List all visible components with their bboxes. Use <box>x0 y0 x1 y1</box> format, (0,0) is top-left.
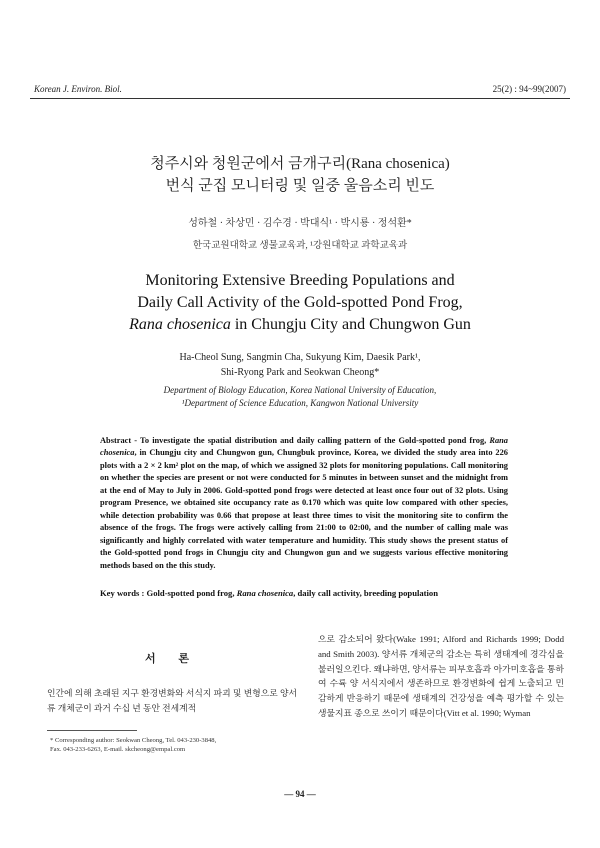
footnote-line-1: * Corresponding author: Seokwan Cheong, Tel. 043-230-3848, <box>50 737 217 744</box>
korean-affiliation: 한국교원대학교 생물교육과, ¹강원대학교 과학교육과 <box>192 241 408 251</box>
left-column <box>47 650 297 715</box>
english-authors-line-1: Ha-Cheol Sung, Sangmin Cha, Sukyung Kim, Daesik Park¹, <box>179 352 421 363</box>
english-title-line-3-rest: in Chungju City and Chungwon Gun <box>230 316 471 333</box>
english-title-line-2: Daily Call Activity of the Gold-spotted Pond Frog, <box>137 294 463 311</box>
intro-left-text: 인간에 의해 초래된 지구 환경변화와 서식지 파괴 및 변형으로 양서류 개체군이 과거 수십 년 동안 전세계적 <box>47 688 297 713</box>
english-title-line-1: Monitoring Extensive Breeding Populations and <box>145 272 455 289</box>
english-affiliation-line-1: Department of Biology Education, Korea National University of Education, <box>163 385 437 395</box>
english-authors <box>40 350 560 380</box>
korean-title-line-1: 청주시와 청원군에서 금개구리(Rana chosenica) <box>150 156 450 172</box>
volume-pages: 25(2) : 94~99(2007) <box>492 84 566 94</box>
english-title <box>40 270 560 336</box>
abstract <box>100 435 508 572</box>
english-title-line-3 <box>40 314 560 336</box>
abstract-species: Rana chosenica <box>100 436 508 458</box>
intro-right-text: 으로 감소되어 왔다(Wake 1991; Alford and Richards 1999; Dodd and Smith 2003). 양서류 개체군의 감소는 특히 생태계에 경각심을 불러일으킨다. 왜냐하면, 양서류는 피부호흡과 아가미호흡을 통하여 수륙 양 서식지에서 생존하므로 환경변화에 쉽게 노출되고 민감하게 반응하기 때문에 생태계의 건강성을 예측 평가할 수 있는 생물지표 종으로 쓰이기 때문이다(Vitt et al. 1990; Wyman <box>318 634 564 718</box>
keywords-part-2: , daily call activity, breeding population <box>293 588 438 598</box>
section-heading-introduction: 서 론 <box>144 653 199 665</box>
footnote-line-2: Fax. 043-233-6263, E-mail. skcheong@empal.com <box>50 746 186 753</box>
page-number: — 94 — <box>284 789 316 799</box>
korean-authors: 성하철 · 차상민 · 김수경 · 박대식¹ · 박시룡 · 정석환* <box>188 218 412 229</box>
korean-title-line-2: 번식 군집 모니터링 및 일중 울음소리 빈도 <box>165 178 435 194</box>
korean-title <box>40 153 560 197</box>
abstract-part-2: , in Chungju city and Chungwon gun, Chungbuk province, Korea, we divided the study area into 226 plots with a 2 × 2 km² plot on the map, of which we assigned 32 plots for monitoring populations. Call monitoring on whether the species are present or not were conducted for 5 minutes in between sunset and the midnight from at the end of May to July in 2006. Gold-spotted pond frogs were detected at least once four out of 32 plots. Using program Presence, we obtained site occupancy rate as 0.170 which was quite low compared with other species, while detection probability was 0.66 that propose at least three times to visit the monitoring site to confirm the absence of the frogs. The frogs were actively calling from 21:00 to 02:00, and the number of calling male was significantly and highly correlated with water temperature and humidity. This study shows the present status of the Gold-spotted pond frogs in Chungju city and Chungwon gun and we suggests various effective monitoring methods based on the this study. <box>100 448 508 570</box>
abstract-part-1: Abstract - To investigate the spatial distribution and daily calling pattern of the Gold-spotted pond frog, <box>100 436 490 445</box>
english-authors-line-2: Shi-Ryong Park and Seokwan Cheong* <box>220 367 380 378</box>
footnote-rule <box>47 730 137 731</box>
corresponding-author-footnote <box>50 736 300 754</box>
english-affiliation <box>40 384 560 410</box>
species-name: Rana chosenica <box>129 316 231 333</box>
english-affiliation-line-2: ¹Department of Science Education, Kangwon National University <box>181 398 419 408</box>
header-rule <box>30 98 570 99</box>
keywords-part-1: Key words : Gold-spotted pond frog, <box>100 588 237 598</box>
journal-name: Korean J. Environ. Biol. <box>34 84 122 94</box>
keywords-species: Rana chosenica <box>236 588 294 598</box>
keywords <box>100 588 508 598</box>
